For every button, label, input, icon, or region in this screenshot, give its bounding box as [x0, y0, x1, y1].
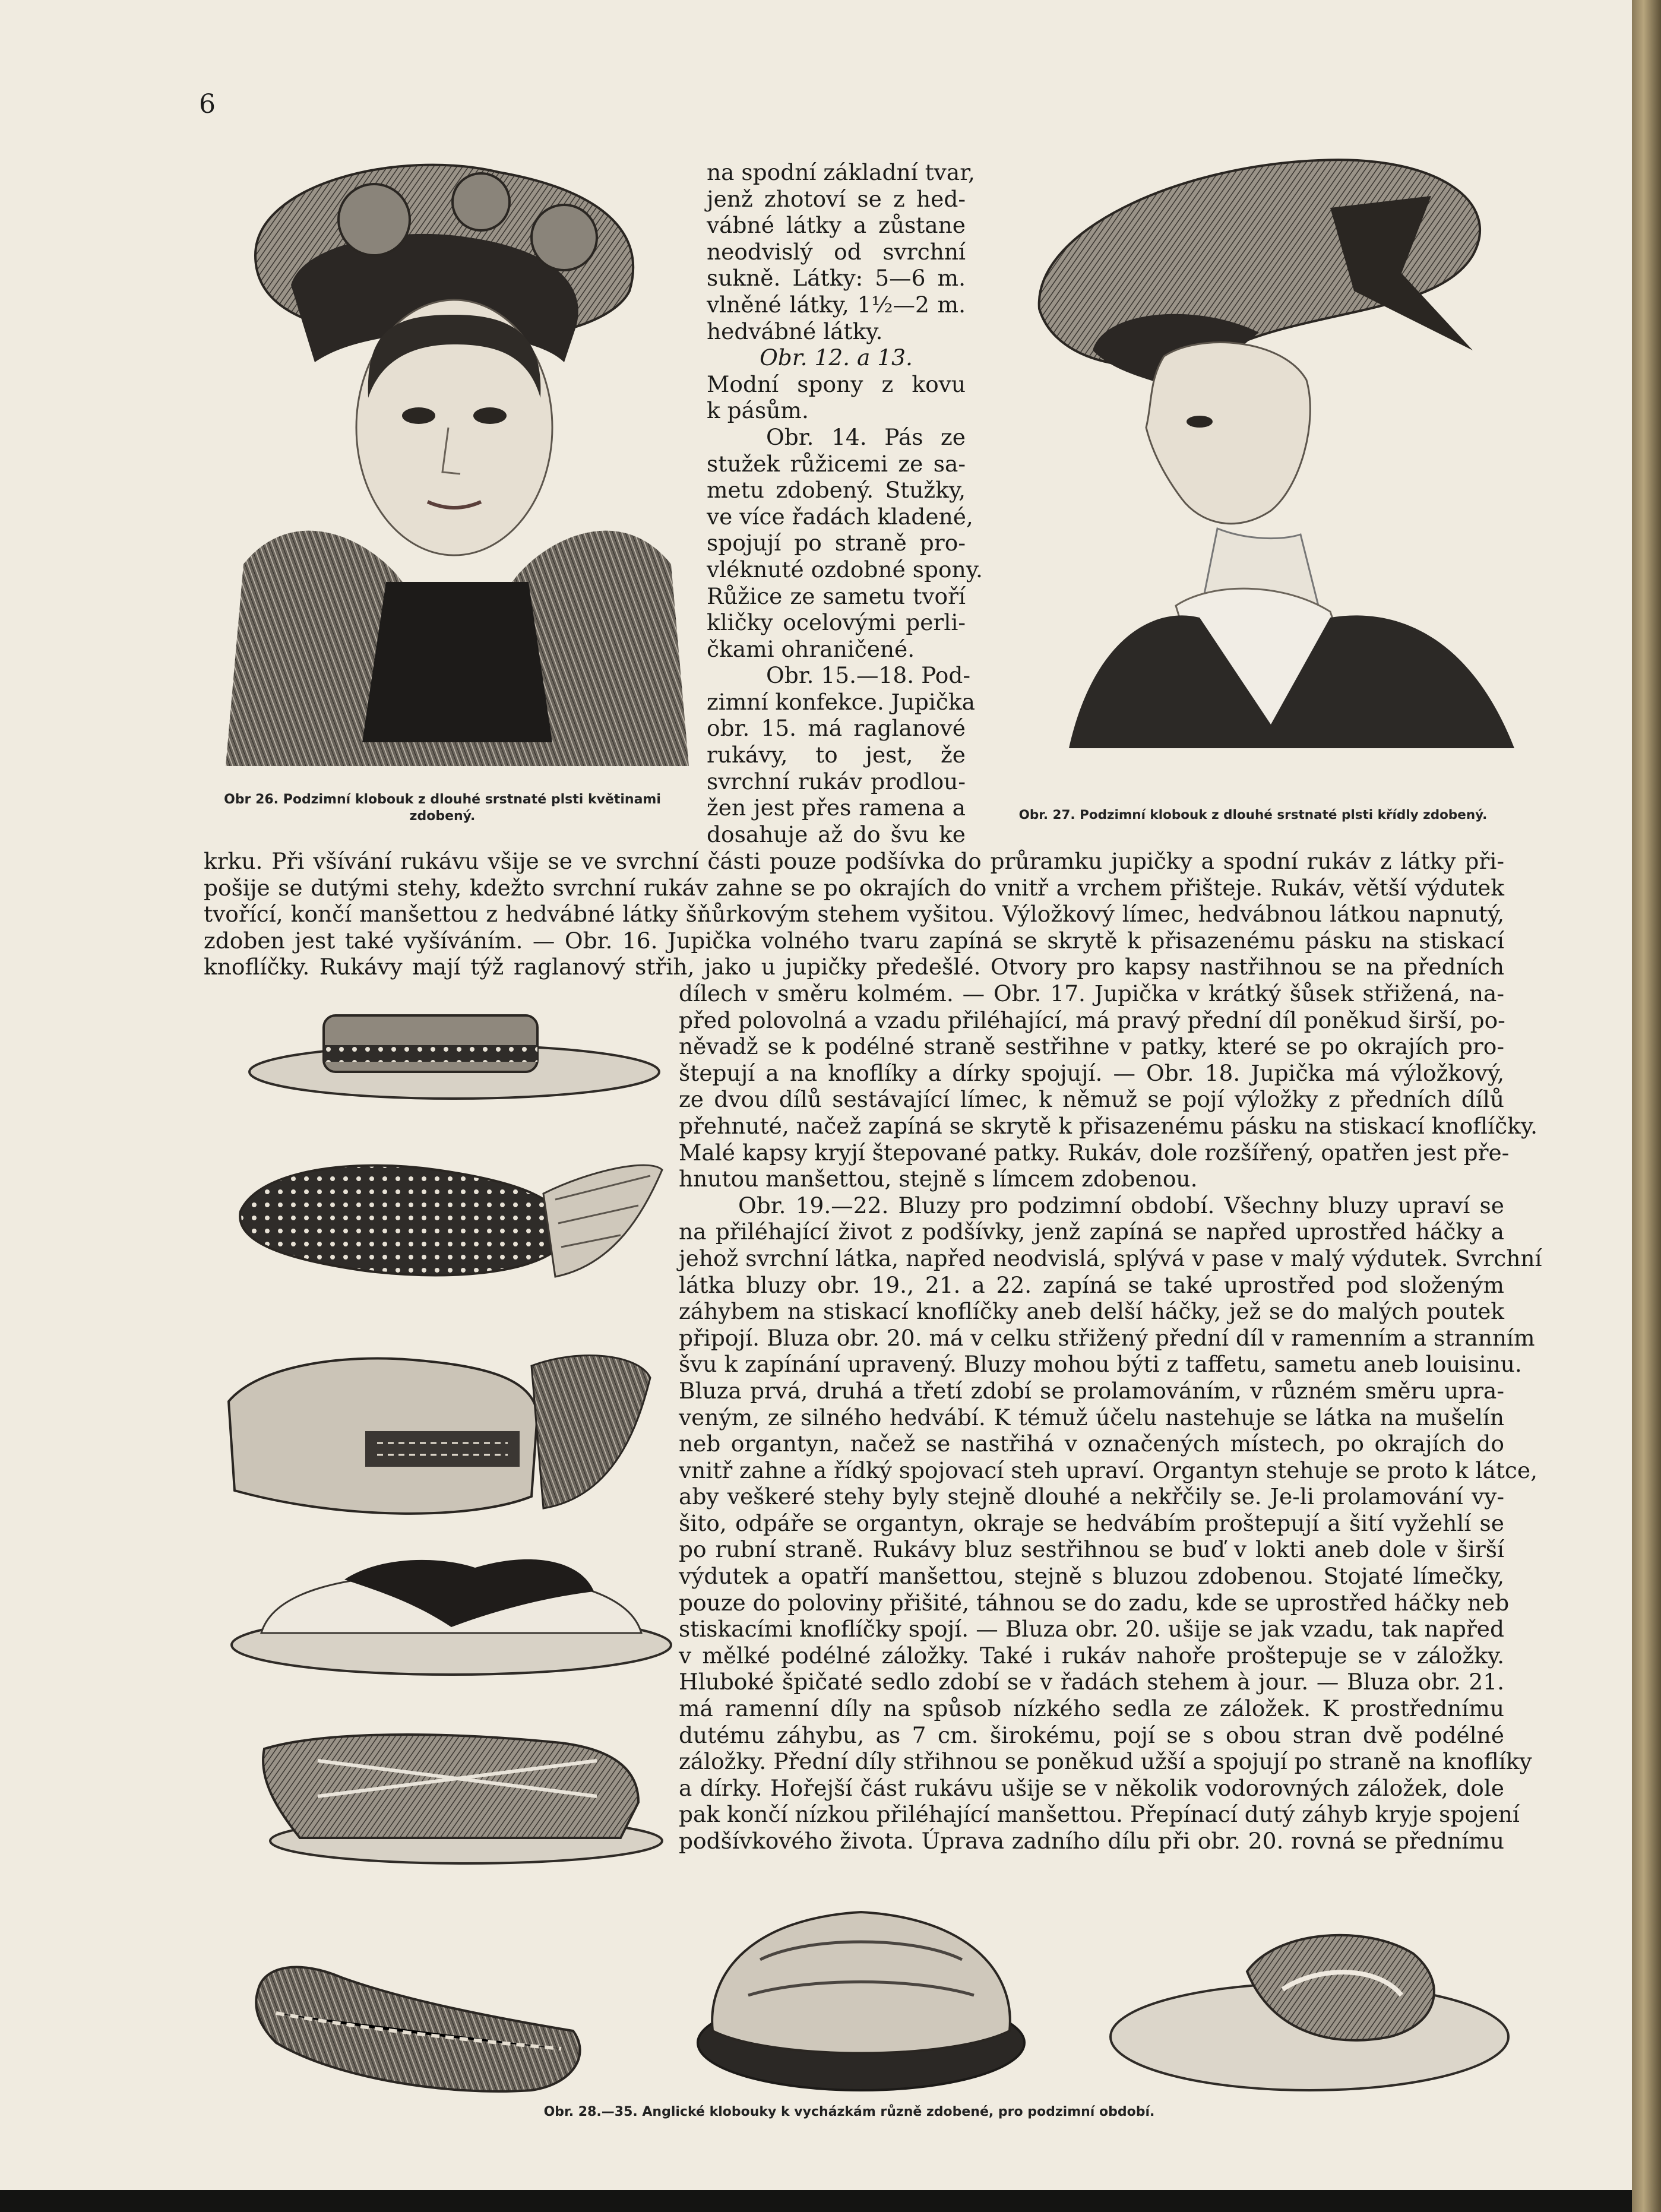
text-line: hedvábné látky.: [707, 318, 883, 344]
text-line: vábné látky a zůstane: [707, 212, 966, 239]
text-line: Obr. 15.—18. Pod-: [766, 662, 971, 689]
text-line: tvořící, končí manšettou z hedvábné látky šňůrkovým stehem vyšitou. Výložkový límec, hedvábnou látkou napnutý,: [204, 901, 1504, 928]
text-line: k pásům.: [707, 397, 809, 424]
text-column-top: [707, 159, 983, 847]
text-line: kličky ocelovými perli-: [707, 609, 966, 636]
text-line: krku. Při všívání rukávu všije se ve svrchní části pouze podšívka do průramku jupičky a spodní rukáv z látky při-: [204, 848, 1504, 874]
text-line: přehnuté, načež zapíná se skrytě k přisazenému pásku na stiskací knoflíčky.: [679, 1112, 1538, 1139]
text-line: podšívkového života. Úprava zadního dílu při obr. 20. rovná se přednímu: [679, 1828, 1504, 1854]
figure-27-caption: Obr. 27. Podzimní klobouk z dlouhé srstnaté plsti křídly zdobený.: [1018, 808, 1488, 822]
page-bottom-edge: [0, 2190, 1632, 2212]
text-line: připojí. Bluza obr. 20. má v celku střižený přední díl v ramenním a stranním: [679, 1324, 1535, 1351]
text-line: pošije se dutými stehy, kdežto svrchní rukáv zahne se po okrajích do vnitř a vrchem přišteje. Rukáv, větší výdutek: [204, 874, 1504, 901]
text-line: Růžice ze sametu tvoří: [707, 583, 966, 609]
text-line: Modní spony z kovu: [707, 371, 966, 397]
text-line: ve více řadách kladené,: [707, 503, 973, 530]
text-line: zdoben jest také vyšíváním. — Obr. 16. Jupička volného tvaru zapíná se skrytě k přisazenému pásku na stiskací: [204, 927, 1504, 954]
text-line: má ramenní díly na spůsob nízkého sedla ze záložek. K prostřednímu: [679, 1695, 1504, 1722]
text-line: obr. 15. má raglanové: [707, 715, 966, 742]
figure-26-caption: [196, 792, 689, 825]
text-line: Obr. 19.—22. Bluzy pro podzimní období. Všechny bluzy upraví se: [738, 1192, 1504, 1219]
text-line: metu zdobený. Stužky,: [707, 477, 966, 504]
text-line: aby veškeré stehy byly stejně dlouhé a nekřčily se. Je-li prolamování vy-: [679, 1483, 1504, 1510]
text-line: hnutou manšettou, stejně s límcem zdobenou.: [679, 1166, 1198, 1192]
text-line: neb organtyn, načež se nastřihá v označených místech, po okrajích do: [679, 1431, 1504, 1457]
hat-35-illustration: [1105, 1918, 1514, 2096]
text-line: jehož svrchní látka, napřed neodvislá, splývá v pase v malý výdutek. Svrchní: [679, 1245, 1542, 1271]
text-line: stiskacími knoflíčky spojí. — Bluza obr. 20. ušije se jak vzadu, tak napřed: [679, 1616, 1504, 1643]
text-line: Hluboké špičaté sedlo zdobí se v řadách stehem à jour. — Bluza obr. 21.: [679, 1669, 1504, 1695]
text-line: Bluza prvá, druhá a třetí zdobí se prolamováním, v různém směru upra-: [679, 1377, 1504, 1404]
text-line: ze dvou dílů sestávající límec, k němuž se pojí výložky z předních dílů: [679, 1086, 1504, 1113]
text-line: stužek růžicemi ze sa-: [707, 450, 966, 477]
text-line: štepují a na knoflíky a dírky spojují. — Obr. 18. Jupička má výložkový,: [679, 1059, 1504, 1086]
text-line: knoflíčky. Rukávy mají týž raglanový střih, jako u jupičky předešlé. Otvory pro kapsy nastřihnou se na předních: [204, 954, 1504, 980]
figure-27-illustration: [1021, 154, 1532, 778]
text-line-heading: Obr. 12. a 13.: [760, 344, 913, 371]
text-line: spojují po straně pro-: [707, 530, 966, 556]
text-line: látka bluzy obr. 19., 21. a 22. zapíná se také uprostřed pod složeným: [679, 1271, 1504, 1298]
text-line: po rubní straně. Rukávy bluz sestřihnou se buď v lokti aneb dole v širší: [679, 1536, 1504, 1563]
hat-32-illustration: [229, 1725, 668, 1868]
text-column-right: [679, 980, 1542, 1855]
text-line: v mělké podélné záložky. Také i rukáv nahoře proštepuje se v záložky.: [679, 1642, 1504, 1669]
text-line: svrchní rukáv prodlou-: [707, 768, 966, 795]
hat-30-illustration: [223, 1330, 656, 1532]
text-line: vléknuté ozdobné spony.: [707, 556, 983, 583]
book-spine: [1632, 0, 1661, 2212]
text-line: Malé kapsy kryjí štepované patky. Rukáv, dole rozšířený, opatřen jest pře-: [679, 1139, 1510, 1166]
page-number: 6: [199, 89, 216, 119]
text-line: vlněné látky, 1½—2 m.: [707, 291, 966, 318]
text-line: žen jest přes ramena a: [707, 795, 966, 821]
text-line: čkami ohraničené.: [707, 635, 915, 662]
text-line: švu k zapínání upravený. Bluzy mohou býti z taffetu, sametu aneb louisinu.: [679, 1351, 1522, 1378]
figure-26-caption-line-2: zdobený.: [409, 809, 476, 824]
text-line: záložky. Přední díly střihnou se poněkud užší a spojují po straně na knoflíky: [679, 1748, 1532, 1775]
text-line: dosahuje až do švu ke: [707, 821, 966, 847]
text-line: záhybem na stiskací knoflíčky aneb delší háčky, jež se do malých poutek: [679, 1298, 1504, 1325]
hat-31-illustration: [226, 1544, 677, 1686]
text-line: na spodní základní tvar,: [707, 159, 975, 185]
text-line: dutému záhybu, as 7 cm. širokému, pojí se s obou stran dvě podélné: [679, 1722, 1504, 1748]
text-line: pouze do poloviny přišité, táhnou se do zadu, kde se uprostřed háčky neb: [679, 1589, 1510, 1616]
text-line: neodvislý od svrchní: [707, 238, 966, 265]
text-line: Obr. 14. Pás ze: [766, 423, 966, 450]
text-line: dílech v směru kolmém. — Obr. 17. Jupička v krátký šůsek střižená, na-: [679, 980, 1504, 1007]
text-line: pak končí nízkou přiléhající manšettou. Přepínací dutý záhyb kryje spojení: [679, 1801, 1520, 1828]
text-line: sukně. Látky: 5—6 m.: [707, 265, 966, 292]
figure-26-illustration: [220, 148, 695, 784]
text-line: rukávy, to jest, že: [707, 742, 966, 768]
hat-34-illustration: [689, 1894, 1033, 2096]
text-line: na přiléhající život z podšívky, jenž zapíná se napřed uprostřed háčky a: [679, 1219, 1504, 1245]
text-full-width: [204, 848, 1504, 980]
text-line: vnitř zahne a řídký spojovací steh upraví. Organtyn stehuje se proto k látce,: [679, 1457, 1538, 1483]
text-line: veným, ze silného hedvábí. K témuž účelu nastehuje se látka na mušelín: [679, 1404, 1504, 1431]
figure-26-caption-line-1: Obr 26. Podzimní klobouk z dlouhé srstnaté plsti květinami: [224, 792, 661, 807]
figure-28-35-caption: Obr. 28.—35. Anglické klobouky k vycházkám různě zdobené, pro podzimní období.: [543, 2105, 1155, 2119]
hat-29-illustration: [235, 1146, 668, 1289]
text-line: a dírky. Hořejší část rukávu ušije se v několik vodorovných záložek, dole: [679, 1774, 1504, 1801]
text-line: jenž zhotoví se z hed-: [707, 185, 966, 212]
hat-33-illustration: [252, 1942, 591, 2102]
text-line: zimní konfekce. Jupička: [707, 688, 975, 715]
hat-28-illustration: [243, 1004, 665, 1105]
text-line: výdutek a opatří manšettou, stejně s bluzou zdobenou. Stojaté límečky,: [679, 1563, 1504, 1590]
text-line: šito, odpáře se organtyn, okraje se hedvábím proštepují a šití vyžehlí se: [679, 1510, 1504, 1536]
text-line: něvadž se k podélné straně sestřihne v patky, které se po okrajích pro-: [679, 1033, 1504, 1060]
text-line: před polovolná a vzadu přiléhající, má pravý přední díl poněkud širší, po-: [679, 1007, 1505, 1033]
